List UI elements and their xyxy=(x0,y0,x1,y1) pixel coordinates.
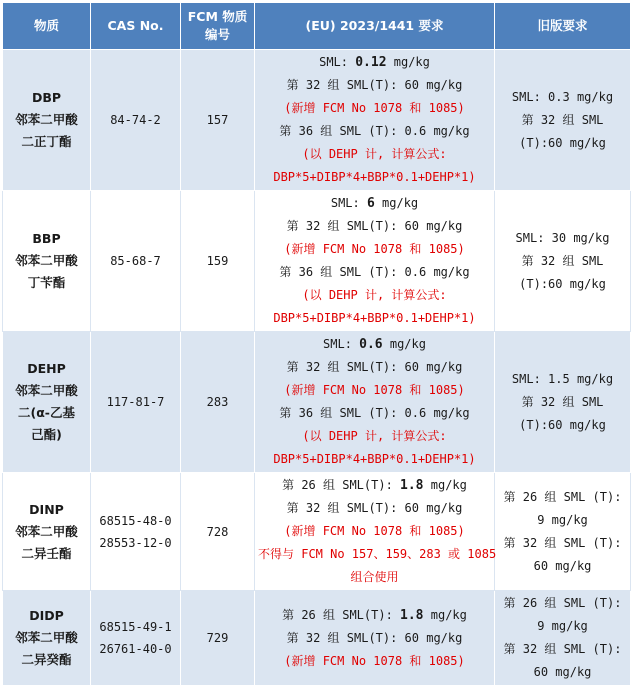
old-requirement-line: (T):60 mg/kg xyxy=(519,276,606,291)
eu-limit-line xyxy=(258,192,491,215)
table-row xyxy=(3,50,631,191)
substance-name-line: DBP xyxy=(31,90,62,105)
eu-limit-line xyxy=(258,627,491,650)
eu-limit-line xyxy=(258,261,491,284)
eu-note-line xyxy=(258,97,491,120)
old-requirement-line: SML: 0.3 mg/kg xyxy=(511,89,614,104)
eu-note-line xyxy=(258,238,491,261)
substance-name-line: 二正丁酯 xyxy=(21,134,72,149)
old-requirement-cell xyxy=(495,332,631,473)
eu-limit-line xyxy=(258,356,491,379)
eu-text: 第 26 组 SML(T): xyxy=(282,478,401,492)
eu-requirement-cell xyxy=(255,50,495,191)
eu-limit-line xyxy=(258,74,491,97)
limit-value: 6 xyxy=(366,196,375,211)
eu-text: (新增 FCM No 1078 和 1085) xyxy=(284,242,465,256)
eu-text: (以 DEHP 计, 计算公式: xyxy=(302,147,447,161)
eu-note-line xyxy=(258,143,491,166)
cas-number: 68515-49-1 xyxy=(99,620,172,634)
old-requirement-line: 9 mg/kg xyxy=(537,512,588,527)
eu-note-line xyxy=(258,166,491,189)
eu-text: 第 36 组 SML (T): 0.6 mg/kg xyxy=(279,406,470,420)
eu-text: DBP*5+DIBP*4+BBP*0.1+DEHP*1) xyxy=(273,452,476,466)
eu-note-line xyxy=(258,566,491,589)
eu-text: (新增 FCM No 1078 和 1085) xyxy=(284,383,465,397)
eu-text: SML: xyxy=(323,337,360,351)
old-requirement-line: 第 32 组 SML xyxy=(521,253,604,268)
old-requirement-line: 第 32 组 SML xyxy=(521,394,604,409)
eu-note-line xyxy=(258,650,491,673)
eu-text: 不得与 FCM No 157、159、283 或 1085 xyxy=(258,547,497,561)
regulation-table xyxy=(2,2,631,686)
eu-text: SML: xyxy=(330,196,367,210)
old-requirement-line: 第 32 组 SML xyxy=(521,112,604,127)
old-requirement-line: 第 26 组 SML (T): xyxy=(503,596,622,610)
old-requirement-line: 60 mg/kg xyxy=(533,558,592,573)
eu-limit-line xyxy=(258,497,491,520)
eu-text: mg/kg xyxy=(423,607,467,622)
eu-limit-line xyxy=(258,215,491,238)
substance-name-line: DIDP xyxy=(29,608,64,623)
substance-cell xyxy=(3,591,91,686)
eu-text: 第 36 组 SML (T): 0.6 mg/kg xyxy=(279,265,470,279)
substance-cell xyxy=(3,191,91,332)
cas-cell xyxy=(91,191,181,332)
substance-name-line: BBP xyxy=(32,231,61,246)
eu-text: 第 32 组 SML(T): 60 mg/kg xyxy=(286,360,463,374)
substance-name-line: 邻苯二甲酸 xyxy=(15,630,78,645)
old-requirement-cell xyxy=(495,473,631,591)
fcm-cell: 729 xyxy=(181,591,255,686)
eu-text: DBP*5+DIBP*4+BBP*0.1+DEHP*1) xyxy=(273,170,476,184)
eu-text: (新增 FCM No 1078 和 1085) xyxy=(284,653,465,668)
substance-name-line: 邻苯二甲酸 xyxy=(15,523,78,539)
old-requirement-line: SML: 30 mg/kg xyxy=(515,230,610,245)
header-substance: 物质 xyxy=(3,3,91,50)
eu-note-line xyxy=(258,543,497,566)
substance-name-line: DEHP xyxy=(27,361,66,376)
fcm-cell: 157 xyxy=(181,50,255,191)
substance-cell xyxy=(3,332,91,473)
eu-text: (以 DEHP 计, 计算公式: xyxy=(302,288,447,302)
substance-cell xyxy=(3,473,91,591)
substance-name-line: 己酯) xyxy=(31,427,62,442)
eu-text: 第 32 组 SML(T): 60 mg/kg xyxy=(286,219,463,233)
cas-cell xyxy=(91,591,181,686)
cas-number: 68515-48-0 xyxy=(99,513,172,528)
old-requirement-line: 60 mg/kg xyxy=(533,665,592,679)
old-requirement-cell xyxy=(495,191,631,332)
eu-text: mg/kg xyxy=(382,337,426,351)
limit-value: 1.8 xyxy=(400,607,424,623)
cas-number: 85-68-7 xyxy=(110,254,161,268)
table-row xyxy=(3,332,631,473)
eu-text: SML: xyxy=(319,55,356,69)
eu-limit-line xyxy=(258,51,491,74)
eu-limit-line xyxy=(258,474,491,497)
old-requirement-line: 第 32 组 SML (T): xyxy=(503,535,622,550)
eu-note-line xyxy=(258,379,491,402)
eu-text: (新增 FCM No 1078 和 1085) xyxy=(284,524,465,538)
header-eu-requirement: (EU) 2023/1441 要求 xyxy=(255,3,495,50)
eu-text: 第 32 组 SML(T): 60 mg/kg xyxy=(286,78,463,92)
eu-text: 第 32 组 SML(T): 60 mg/kg xyxy=(286,501,463,515)
eu-text: DBP*5+DIBP*4+BBP*0.1+DEHP*1) xyxy=(273,311,476,325)
eu-text: (新增 FCM No 1078 和 1085) xyxy=(284,101,465,115)
eu-text: 第 32 组 SML(T): 60 mg/kg xyxy=(286,630,463,645)
header-old-requirement: 旧版要求 xyxy=(495,3,631,50)
eu-note-line xyxy=(258,425,491,448)
substance-cell xyxy=(3,50,91,191)
fcm-cell: 728 xyxy=(181,473,255,591)
eu-text: 组合使用 xyxy=(350,570,399,584)
substance-name-line: 丁苄酯 xyxy=(27,275,66,290)
cas-cell xyxy=(91,332,181,473)
eu-requirement-cell xyxy=(255,591,495,686)
substance-name-line: 二异壬酯 xyxy=(21,545,72,561)
eu-limit-line xyxy=(258,402,491,425)
substance-name-line: 邻苯二甲酸 xyxy=(15,383,78,398)
cas-number: 26761-40-0 xyxy=(99,642,172,656)
eu-note-line xyxy=(258,448,491,471)
limit-value: 0.6 xyxy=(359,337,383,352)
fcm-cell: 159 xyxy=(181,191,255,332)
eu-note-line xyxy=(258,520,491,543)
eu-requirement-cell xyxy=(255,191,495,332)
eu-text: mg/kg xyxy=(386,55,430,69)
cas-cell xyxy=(91,50,181,191)
limit-value: 0.12 xyxy=(355,55,387,70)
eu-note-line xyxy=(258,284,491,307)
eu-requirement-cell xyxy=(255,332,495,473)
old-requirement-cell xyxy=(495,50,631,191)
cas-cell xyxy=(91,473,181,591)
header-cas: CAS No. xyxy=(91,3,181,50)
substance-name-line: DINP xyxy=(29,501,64,517)
eu-note-line xyxy=(258,307,491,330)
eu-text: 第 26 组 SML(T): xyxy=(282,607,401,622)
table-row xyxy=(3,191,631,332)
header-fcm: FCM 物质编号 xyxy=(181,3,255,50)
table-row xyxy=(3,473,631,591)
substance-name-line: 邻苯二甲酸 xyxy=(15,253,78,268)
eu-requirement-cell xyxy=(255,473,495,591)
eu-text: 第 36 组 SML (T): 0.6 mg/kg xyxy=(279,124,470,138)
eu-text: mg/kg xyxy=(374,196,419,210)
substance-name-line: 邻苯二甲酸 xyxy=(15,112,78,127)
old-requirement-line: 第 26 组 SML (T): xyxy=(503,489,622,504)
old-requirement-line: (T):60 mg/kg xyxy=(519,417,606,432)
eu-text: mg/kg xyxy=(423,478,467,492)
header-row xyxy=(3,3,631,50)
cas-number: 84-74-2 xyxy=(110,113,161,127)
eu-text: (以 DEHP 计, 计算公式: xyxy=(302,429,447,443)
old-requirement-line: (T):60 mg/kg xyxy=(519,135,606,150)
cas-number: 117-81-7 xyxy=(106,395,165,409)
substance-name-line: 二(α-乙基 xyxy=(18,405,75,420)
old-requirement-line: 第 32 组 SML (T): xyxy=(503,642,622,656)
fcm-cell: 283 xyxy=(181,332,255,473)
substance-name-line: 二异癸酯 xyxy=(21,652,72,667)
table-row xyxy=(3,591,631,686)
old-requirement-line: 9 mg/kg xyxy=(537,619,588,633)
old-requirement-cell xyxy=(495,591,631,686)
eu-limit-line xyxy=(258,333,491,356)
limit-value: 1.8 xyxy=(400,478,424,493)
old-requirement-line: SML: 1.5 mg/kg xyxy=(511,371,614,386)
eu-limit-line xyxy=(258,120,491,143)
cas-number: 28553-12-0 xyxy=(99,535,172,550)
eu-limit-line xyxy=(258,604,491,627)
